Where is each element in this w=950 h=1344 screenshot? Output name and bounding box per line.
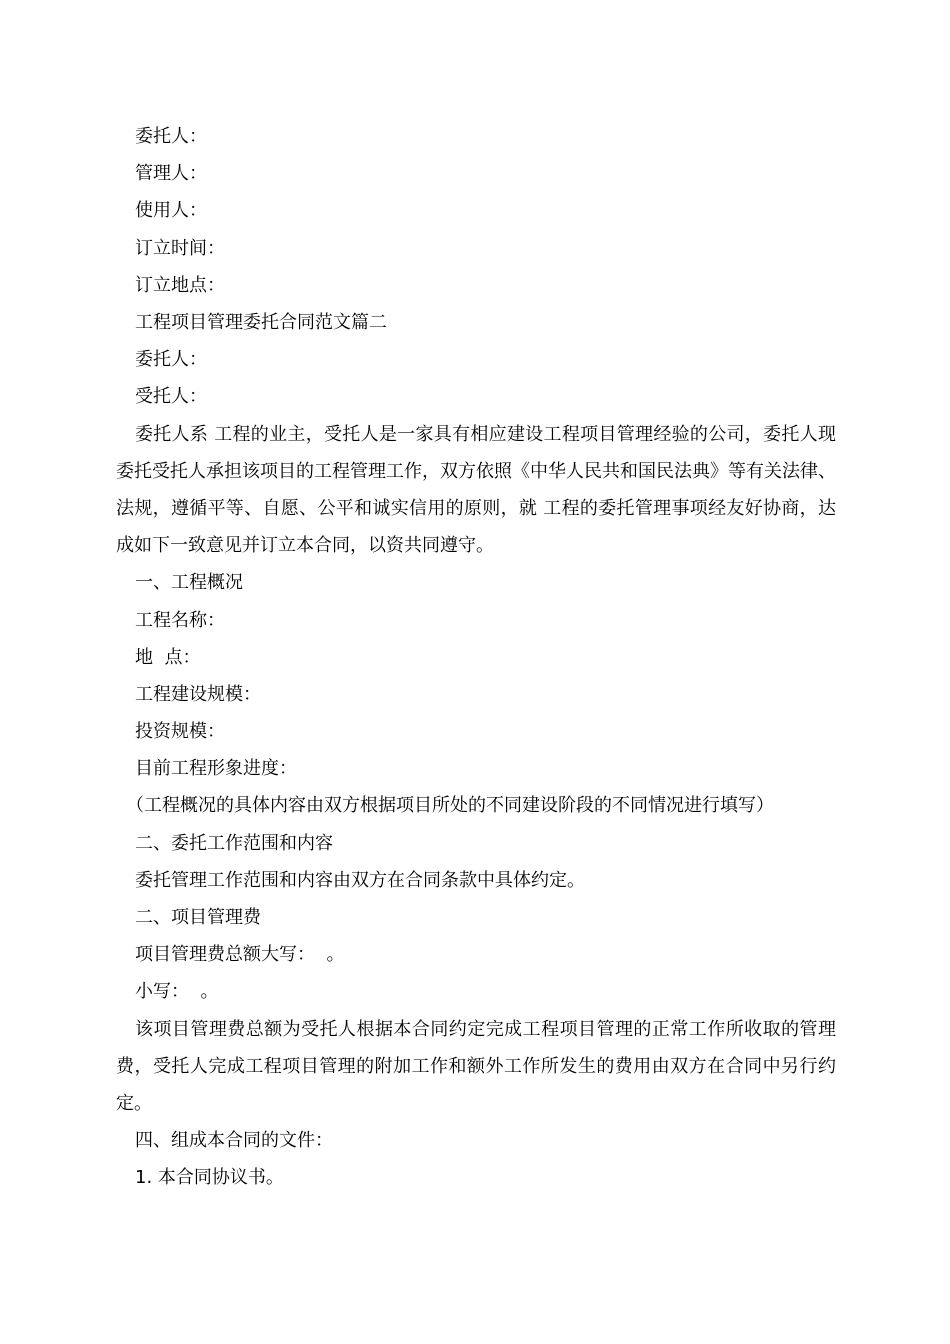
document-body (116, 118, 836, 1197)
progress-label: 目前工程形象进度： (135, 758, 297, 780)
section-1-heading: 一、工程概况 (135, 572, 243, 594)
principal-label-2: 委托人： (135, 349, 207, 371)
contract-doc-item-1: 1. 本合同协议书。 (135, 1167, 284, 1189)
fee-paragraph: 该项目管理费总额为受托人根据本合同约定完成工程项目管理的正常工作所收取的管理费，受托人完成工程项目管理的附加工作和额外工作所发生的费用由双方在合同中另行约定。 (116, 1018, 836, 1114)
construction-scale-label: 工程建设规模： (135, 683, 261, 705)
principal-label: 委托人： (135, 126, 207, 147)
intro-paragraph: 委托人系 工程的业主，受托人是一家具有相应建设工程项目管理经验的公司，委托人现委托受托人承担该项目的工程管理工作，双方依照《中华人民共和国民法典》等有关法律、法规，遵循平等、自愿、公平和诚实信用的原则，就 工程的委托管理事项经友好协商，达成如下一致意见并订立本合同，以资共同遵守。 (116, 423, 836, 557)
signing-place-label: 订立地点： (135, 274, 225, 296)
section-3-heading: 二、项目管理费 (135, 907, 261, 928)
fee-total-uppercase: 项目管理费总额大写： 。 (135, 944, 345, 966)
document-title: 工程项目管理委托合同范文篇二 (135, 311, 387, 333)
project-name-label: 工程名称： (135, 609, 225, 631)
signing-time-label: 订立时间： (135, 237, 225, 259)
fee-total-lowercase: 小写： 。 (135, 981, 219, 1003)
overview-note: （工程概况的具体内容由双方根据项目所处的不同建设阶段的不同情况进行填写） (126, 795, 774, 817)
location-label: 地 点： (135, 646, 201, 668)
section-4-heading: 四、组成本合同的文件： (135, 1130, 333, 1152)
investment-scale-label: 投资规模： (135, 721, 225, 743)
section-2-text: 委托管理工作范围和内容由双方在合同条款中具体约定。 (135, 869, 585, 891)
section-2-heading: 二、委托工作范围和内容 (135, 832, 333, 854)
user-label: 使用人： (135, 200, 207, 222)
manager-label: 管理人： (135, 163, 207, 185)
trustee-label: 受托人： (135, 386, 207, 408)
